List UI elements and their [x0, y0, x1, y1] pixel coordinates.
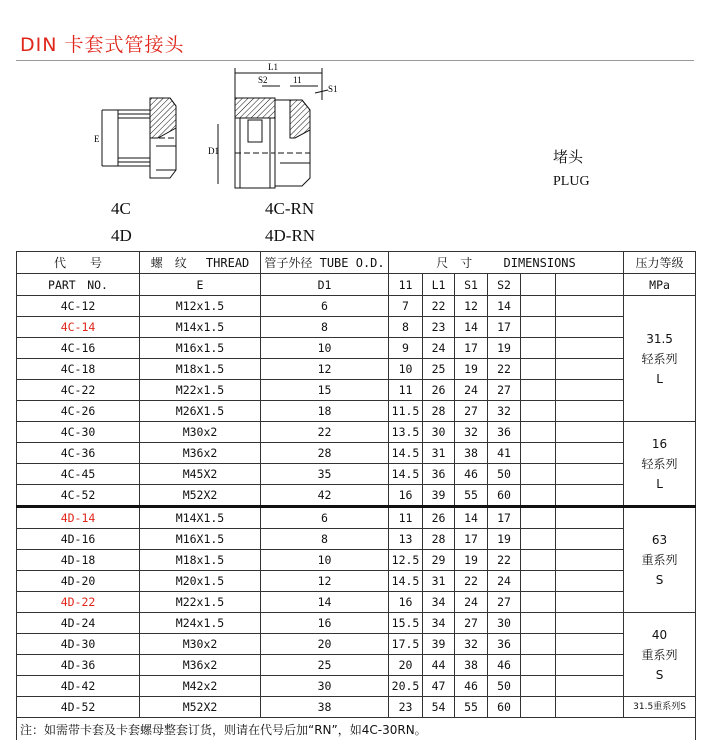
header-extra-1 [521, 274, 556, 296]
blank-cell [521, 634, 556, 655]
thread-cell: M18x1.5 [140, 550, 261, 571]
dim-s2-cell: 36 [488, 634, 521, 655]
table-row [17, 317, 696, 338]
note-row [17, 718, 696, 740]
blank-cell [521, 676, 556, 697]
technical-drawing [90, 58, 350, 193]
blank-cell [556, 296, 624, 317]
part-number-cell: 4C-16 [17, 338, 140, 359]
thread-cell: M22x1.5 [140, 592, 261, 613]
blank-cell [556, 485, 624, 507]
thread-cell: M36x2 [140, 443, 261, 464]
dim-label-d1: D1 [208, 146, 219, 156]
part-number-cell: 4C-22 [17, 380, 140, 401]
blank-cell [556, 634, 624, 655]
tube-od-cell: 16 [261, 613, 389, 634]
dim-11-cell: 11 [389, 380, 423, 401]
part-number-cell: 4D-20 [17, 571, 140, 592]
blank-cell [521, 485, 556, 507]
table-row [17, 507, 696, 529]
blank-cell [521, 296, 556, 317]
blank-cell [556, 571, 624, 592]
part-number-cell: 4C-36 [17, 443, 140, 464]
table-row [17, 422, 696, 443]
blank-cell [521, 697, 556, 718]
table-row [17, 485, 696, 507]
dim-11-cell: 16 [389, 592, 423, 613]
dim-s1-cell: 24 [455, 380, 488, 401]
thread-cell: M18x1.5 [140, 359, 261, 380]
tube-od-cell: 20 [261, 634, 389, 655]
spec-table [16, 251, 696, 740]
blank-cell [556, 464, 624, 485]
dim-s1-cell: 55 [455, 485, 488, 507]
dim-l1-cell: 31 [423, 443, 455, 464]
table-row [17, 401, 696, 422]
dim-11-cell: 10 [389, 359, 423, 380]
blank-cell [521, 529, 556, 550]
model-label-4d-rn: 4D-RN [265, 226, 315, 246]
part-number-cell: 4D-36 [17, 655, 140, 676]
dim-s2-cell: 27 [488, 592, 521, 613]
blank-cell [521, 592, 556, 613]
dim-11-cell: 14.5 [389, 571, 423, 592]
dim-s2-cell: 17 [488, 317, 521, 338]
dim-l1-cell: 23 [423, 317, 455, 338]
blank-cell [556, 655, 624, 676]
blank-cell [521, 380, 556, 401]
dim-s2-cell: 22 [488, 550, 521, 571]
blank-cell [521, 464, 556, 485]
dim-11-cell: 12.5 [389, 550, 423, 571]
dim-s2-cell: 36 [488, 422, 521, 443]
dim-l1-cell: 28 [423, 529, 455, 550]
part-number-cell: 4D-14 [17, 507, 140, 529]
header-code: 代 号 [17, 252, 140, 274]
dim-s2-cell: 19 [488, 338, 521, 359]
dim-s2-cell: 27 [488, 380, 521, 401]
dim-s1-cell: 38 [455, 443, 488, 464]
part-number-cell: 4C-52 [17, 485, 140, 507]
header-thread: 螺 纹 THREAD [140, 252, 261, 274]
dim-s1-cell: 14 [455, 507, 488, 529]
dim-s2-cell: 60 [488, 697, 521, 718]
thread-cell: M45X2 [140, 464, 261, 485]
dim-l1-cell: 36 [423, 464, 455, 485]
table-row [17, 464, 696, 485]
header-pressure: 压力等级 [624, 252, 696, 274]
dim-s1-cell: 17 [455, 338, 488, 359]
dim-s2-cell: 60 [488, 485, 521, 507]
dim-s2-cell: 30 [488, 613, 521, 634]
tube-od-cell: 35 [261, 464, 389, 485]
header-11: 11 [389, 274, 423, 296]
dim-s2-cell: 17 [488, 507, 521, 529]
table-row [17, 697, 696, 718]
model-label-4c: 4C [111, 199, 131, 219]
blank-cell [521, 338, 556, 359]
model-label-4c-rn: 4C-RN [265, 199, 314, 219]
table-row [17, 550, 696, 571]
table-row [17, 529, 696, 550]
pressure-class-cell: 16 轻系列 L [624, 422, 696, 507]
header-row-2 [17, 274, 696, 296]
plug-drawing-left [102, 98, 176, 178]
dim-11-cell: 20 [389, 655, 423, 676]
part-number-cell: 4D-24 [17, 613, 140, 634]
blank-cell [521, 571, 556, 592]
table-row [17, 676, 696, 697]
header-mpa: MPa [624, 274, 696, 296]
blank-cell [521, 443, 556, 464]
dim-l1-cell: 26 [423, 507, 455, 529]
dim-s1-cell: 38 [455, 655, 488, 676]
header-e: E [140, 274, 261, 296]
part-number-cell: 4D-16 [17, 529, 140, 550]
product-name-cn: 堵头 [553, 146, 583, 167]
blank-cell [556, 507, 624, 529]
dim-l1-cell: 29 [423, 550, 455, 571]
dim-l1-cell: 39 [423, 634, 455, 655]
dim-label-l1: L1 [268, 62, 278, 72]
dim-11-cell: 17.5 [389, 634, 423, 655]
dim-l1-cell: 26 [423, 380, 455, 401]
dim-s2-cell: 50 [488, 676, 521, 697]
table-row [17, 634, 696, 655]
dim-s1-cell: 55 [455, 697, 488, 718]
dim-s1-cell: 19 [455, 359, 488, 380]
header-s1: S1 [455, 274, 488, 296]
dim-s2-cell: 41 [488, 443, 521, 464]
tube-od-cell: 10 [261, 338, 389, 359]
dim-label-11: 11 [293, 75, 302, 85]
pressure-class-cell: 63 重系列 S [624, 507, 696, 613]
dim-s1-cell: 24 [455, 592, 488, 613]
table-row [17, 571, 696, 592]
tube-od-cell: 38 [261, 697, 389, 718]
blank-cell [556, 676, 624, 697]
dim-11-cell: 11 [389, 507, 423, 529]
dim-11-cell: 13.5 [389, 422, 423, 443]
header-row-1 [17, 252, 696, 274]
dim-s1-cell: 27 [455, 613, 488, 634]
header-l1: L1 [423, 274, 455, 296]
header-extra-2 [556, 274, 624, 296]
pressure-class-cell: 40 重系列 S [624, 613, 696, 697]
table-row [17, 655, 696, 676]
dim-l1-cell: 24 [423, 338, 455, 359]
dim-s2-cell: 46 [488, 655, 521, 676]
dim-11-cell: 15.5 [389, 613, 423, 634]
part-number-cell: 4D-52 [17, 697, 140, 718]
thread-cell: M12x1.5 [140, 296, 261, 317]
blank-cell [556, 359, 624, 380]
thread-cell: M52X2 [140, 697, 261, 718]
tube-od-cell: 30 [261, 676, 389, 697]
dim-label-e: E [94, 134, 100, 144]
part-number-cell: 4D-18 [17, 550, 140, 571]
thread-cell: M20x1.5 [140, 571, 261, 592]
pressure-class-cell: 31.5 轻系列 L [624, 296, 696, 422]
dim-l1-cell: 22 [423, 296, 455, 317]
dim-l1-cell: 30 [423, 422, 455, 443]
table-row [17, 338, 696, 359]
dim-s1-cell: 46 [455, 464, 488, 485]
dim-s1-cell: 32 [455, 422, 488, 443]
blank-cell [556, 592, 624, 613]
dim-s2-cell: 50 [488, 464, 521, 485]
tube-od-cell: 22 [261, 422, 389, 443]
thread-cell: M52X2 [140, 485, 261, 507]
dim-s2-cell: 32 [488, 401, 521, 422]
dim-l1-cell: 28 [423, 401, 455, 422]
dim-l1-cell: 54 [423, 697, 455, 718]
blank-cell [556, 697, 624, 718]
dim-11-cell: 16 [389, 485, 423, 507]
dim-11-cell: 20.5 [389, 676, 423, 697]
dim-l1-cell: 34 [423, 613, 455, 634]
dim-s1-cell: 17 [455, 529, 488, 550]
table-row [17, 443, 696, 464]
blank-cell [521, 422, 556, 443]
table-row [17, 380, 696, 401]
thread-cell: M22x1.5 [140, 380, 261, 401]
dim-s2-cell: 14 [488, 296, 521, 317]
part-number-cell: 4D-30 [17, 634, 140, 655]
tube-od-cell: 12 [261, 571, 389, 592]
blank-cell [521, 359, 556, 380]
header-part-no: PART NO. [17, 274, 140, 296]
blank-cell [556, 380, 624, 401]
dim-11-cell: 7 [389, 296, 423, 317]
header-d1: D1 [261, 274, 389, 296]
dim-s1-cell: 27 [455, 401, 488, 422]
part-number-cell: 4D-42 [17, 676, 140, 697]
blank-cell [521, 655, 556, 676]
tube-od-cell: 8 [261, 317, 389, 338]
blank-cell [521, 613, 556, 634]
tube-od-cell: 15 [261, 380, 389, 401]
tube-od-cell: 8 [261, 529, 389, 550]
dim-s1-cell: 22 [455, 571, 488, 592]
dim-s2-cell: 24 [488, 571, 521, 592]
tube-od-cell: 14 [261, 592, 389, 613]
part-number-cell: 4D-22 [17, 592, 140, 613]
blank-cell [556, 443, 624, 464]
dim-label-s1: S1 [328, 84, 338, 94]
dim-label-s2: S2 [258, 75, 268, 85]
tube-od-cell: 18 [261, 401, 389, 422]
dim-l1-cell: 39 [423, 485, 455, 507]
thread-cell: M14X1.5 [140, 507, 261, 529]
order-note: 注：如需带卡套及卡套螺母整套订货，则请在代号后加“RN”，如4C-30RN。 [17, 718, 696, 740]
header-tube: 管子外径 TUBE O.D. [261, 252, 389, 274]
pressure-class-cell: 31.5重系列S [624, 697, 696, 718]
plug-drawing-right [218, 68, 328, 188]
part-number-cell: 4C-12 [17, 296, 140, 317]
thread-cell: M30x2 [140, 422, 261, 443]
blank-cell [521, 317, 556, 338]
blank-cell [521, 507, 556, 529]
dim-s2-cell: 19 [488, 529, 521, 550]
dim-11-cell: 14.5 [389, 443, 423, 464]
thread-cell: M14x1.5 [140, 317, 261, 338]
table-row [17, 359, 696, 380]
dim-l1-cell: 34 [423, 592, 455, 613]
part-number-cell: 4C-18 [17, 359, 140, 380]
dim-s1-cell: 12 [455, 296, 488, 317]
tube-od-cell: 28 [261, 443, 389, 464]
blank-cell [556, 317, 624, 338]
dim-11-cell: 8 [389, 317, 423, 338]
tube-od-cell: 12 [261, 359, 389, 380]
header-s2: S2 [488, 274, 521, 296]
dim-s1-cell: 19 [455, 550, 488, 571]
dim-11-cell: 23 [389, 697, 423, 718]
dim-l1-cell: 44 [423, 655, 455, 676]
dim-11-cell: 9 [389, 338, 423, 359]
blank-cell [521, 550, 556, 571]
part-number-cell: 4C-26 [17, 401, 140, 422]
thread-cell: M16x1.5 [140, 338, 261, 359]
thread-cell: M16X1.5 [140, 529, 261, 550]
blank-cell [556, 529, 624, 550]
table-row [17, 613, 696, 634]
part-number-cell: 4C-45 [17, 464, 140, 485]
blank-cell [521, 401, 556, 422]
product-name-en: PLUG [553, 174, 590, 190]
dim-11-cell: 13 [389, 529, 423, 550]
tube-od-cell: 42 [261, 485, 389, 507]
page-title: DIN 卡套式管接头 [20, 30, 185, 57]
dim-s1-cell: 32 [455, 634, 488, 655]
dim-s1-cell: 14 [455, 317, 488, 338]
part-number-cell: 4C-14 [17, 317, 140, 338]
dim-l1-cell: 31 [423, 571, 455, 592]
thread-cell: M42x2 [140, 676, 261, 697]
dim-l1-cell: 25 [423, 359, 455, 380]
blank-cell [556, 401, 624, 422]
dim-l1-cell: 47 [423, 676, 455, 697]
blank-cell [556, 422, 624, 443]
tube-od-cell: 25 [261, 655, 389, 676]
thread-cell: M24x1.5 [140, 613, 261, 634]
tube-od-cell: 6 [261, 507, 389, 529]
dim-s1-cell: 46 [455, 676, 488, 697]
part-number-cell: 4C-30 [17, 422, 140, 443]
header-dimensions: 尺 寸 DIMENSIONS [389, 252, 624, 274]
tube-od-cell: 10 [261, 550, 389, 571]
blank-cell [556, 338, 624, 359]
blank-cell [556, 613, 624, 634]
dim-11-cell: 14.5 [389, 464, 423, 485]
table-row [17, 296, 696, 317]
thread-cell: M36x2 [140, 655, 261, 676]
model-label-4d: 4D [111, 226, 132, 246]
blank-cell [556, 550, 624, 571]
dim-s2-cell: 22 [488, 359, 521, 380]
dim-11-cell: 11.5 [389, 401, 423, 422]
tube-od-cell: 6 [261, 296, 389, 317]
table-row [17, 592, 696, 613]
thread-cell: M26X1.5 [140, 401, 261, 422]
thread-cell: M30x2 [140, 634, 261, 655]
